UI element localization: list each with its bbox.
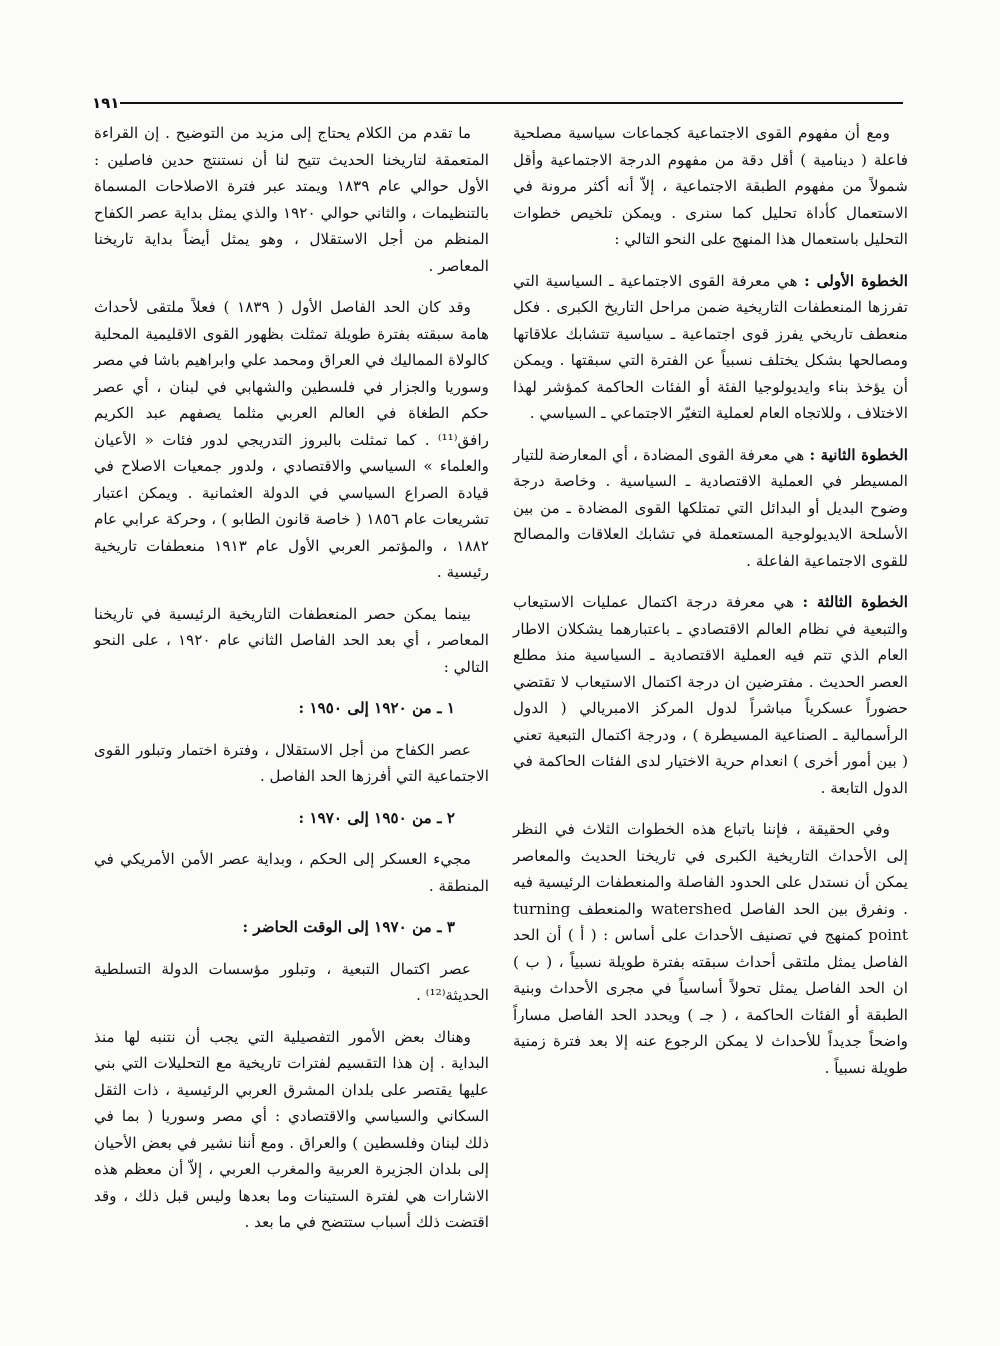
left-column [94,120,489,1251]
header-rule [120,102,903,104]
period-list [94,695,489,1009]
first-watershed-paragraph: وقد كان الحد الفاصل الأول ( ١٨٣٩ ) فعلاً ملتقى لأحداث هامة سبقته بفترة طويلة تمثلت بظهور القوى الاقليمية المحلية كالولاة المماليك في العراق ومحمد علي وابراهيم باشا في مصر وسوريا والجزار في فلسطين والشهابي في لبنان ، أي عصر حكم الطغاة في العالم العربي مثلما يصفهم عبد الكريم رافق⁽¹¹⁾ . كما تمثلت بالبروز التدريجي لدور فئات « الأعيان والعلماء » السياسي والاقتصادي ، ولدور جمعيات الاصلاح في قيادة الصراع السياسي في الدولة العثمانية . ويمكن اعتبار تشريعات عام ١٨٥٦ ( خاصة قانون الطابو ) ، وحركة عرابي عام ١٨٨٢ ، والمؤتمر العربي الأول عام ١٩١٣ منعطفات تاريخية رئيسية . [94,298,489,581]
watershed-paragraph: ما تقدم من الكلام يحتاج إلى مزيد من التوضيح . إن القراءة المتعمقة لتاريخنا الحديث تتيح لنا أن نستنتج حدين فاصلين : الأول حوالي عام ١٨٣٩ ويمتد عبر فترة الاصلاحات المسماة بالتنظيمات ، والثاني حوالي ١٩٢٠ والذي يمثل بداية عصر الكفاح المنظم من أجل الاستقلال ، وهو يمثل أيضاً بداية تاريخنا المعاصر . [94,124,489,275]
step-two-title: الخطوة الثانية : [809,445,908,464]
step-three-text: هي معرفة درجة اكتمال عمليات الاستيعاب والتبعية في نظام العالم الاقتصادي ـ باعتبارهما يشكلان الاطار العام الذي تتم فيه العملية الاقتصادية ـ السياسية منذ مطلع العصر الحديث . مفترضين ان درجة اكتمال الاستيعاب لا تقتضي حضوراً عسكرياً مباشراً لدول المركز الامبريالي ( الدول الرأسمالية ـ الصناعية المسيطرة ) ، ودرجة اكتمال التبعية تعني ( بين أمور أخرى ) انعدام حرية الاختيار لدى الفئات الحاكمة في الدول التابعة . [513,593,908,797]
period-description: مجيء العسكر إلى الحكم ، وبداية عصر الأمن الأمريكي في المنطقة . [94,850,489,895]
period-heading: ٢ ـ من ١٩٥٠ إلى ١٩٧٠ : [298,808,455,827]
step-three-title: الخطوة الثالثة : [802,593,908,611]
step-one-text: هي معرفة القوى الاجتماعية ـ السياسية التي تفرزها المنعطفات التاريخية ضمن مراحل التاريخ الكبرى . فكل منعطف تاريخي يفرز قوى اجتماعية ـ سياسية تتشابك علاقاتها ومصالحها بشكل يختلف نسبياً عن الفترة التي سبقتها . ويمكن أن يؤخذ بناء وايديولوجيا الفئة أو الفئات الحاكمة كمؤشر لهذا الاختلاف ، وللاتجاه العام لعملية التغيّر الاجتماعي ـ السياسي . [513,271,908,422]
step-one-paragraph [513,268,908,427]
step-two-paragraph [513,442,908,575]
scope-paragraph: وهناك بعض الأمور التفصيلية التي يجب أن نتنبه لها منذ البداية . إن هذا التقسيم لفترات تاريخية مع التحليلات التي بني عليها يقتصر على بلدان المشرق العربي الرئيسية ، ذات الثقل السكاني والسياسي والاقتصادي : أي مصر وسوريا ( بما في ذلك لبنان وفلسطين ) والعراق . ومع أننا نشير في بعض الأحيان إلى بلدان الجزيرة العربية والمغرب العربي ، إلاّ أن معظم هذه الاشارات هي لفترة الستينات وما بعدها وليس قبل ذلك ، وقد اقتضت ذلك أسباب ستتضح في ما بعد . [94,1027,489,1231]
period-heading: ٣ ـ من ١٩٧٠ إلى الوقت الحاضر : [242,918,455,936]
right-column [513,120,908,1096]
period-description: عصر الكفاح من أجل الاستقلال ، وفترة اختمار وتبلور القوى الاجتماعية التي أفرزها الحد الفاصل . [94,740,489,785]
period-description: عصر اكتمال التبعية ، وتبلور مؤسسات الدولة التسلطية الحديثة⁽¹²⁾ . [94,959,489,1004]
step-three-paragraph [513,589,908,801]
intro-paragraph: ومع أن مفهوم القوى الاجتماعية كجماعات سياسية مصلحية فاعلة ( دينامية ) أقل دقة من مفهوم الدرجة الاجتماعية وأقل شمولاً من مفهوم الطبقة الاجتماعية ، إلاّ أنه أكثر مرونة في الاستعمال كأداة تحليل كما سنرى . ويمكن تلخيص خطوات التحليل باستعمال هذا المنهج على النحو التالي : [513,124,908,248]
step-one-title: الخطوة الأولى : [804,271,908,290]
conclusion-paragraph: وفي الحقيقة ، فإننا باتباع هذه الخطوات الثلاث في النظر إلى الأحداث التاريخية الكبرى في تاريخنا الحديث والمعاصر يمكن أن نستدل على الحدود الفاصلة والمنعطفات الرئيسية فيه . ونفرق بين الحد الفاصل watershed والمنعطف turning point كمنهج في تصنيف الأحداث على أساس : ( أ ) أن الحد الفاصل يمثل ملتقى أحداث سبقته بفترة طويلة نسبياً ، ( ب ) ان الحد الفاصل يمثل تحولاً أساسياً في مجرى الأحداث وبنية الطبقة أو الفئات الحاكمة ، ( جـ ) ويحدد الحد الفاصل مساراً واضحاً جديداً للأحداث لا يمكن الرجوع عنه إلا بعد فترة زمنية طويلة نسبياً . [513,820,908,1077]
period-heading: ١ ـ من ١٩٢٠ إلى ١٩٥٠ : [298,699,455,717]
step-two-text: هي معرفة القوى المضادة ، أي المعارضة للتيار المسيطر في العملية الاقتصادية ـ السياسية . وخاصة درجة وضوح البديل أو البدائل التي تمتلكها القوى المضادة ـ من بين الأسلحة الايديولوجية المستعملة في تشابك العلاقات والمصالح للقوى الاجتماعية الفاعلة . [513,445,908,570]
page-number: ١٩١ [92,94,120,112]
turning-points-intro: بينما يمكن حصر المنعطفات التاريخية الرئيسية في تاريخنا المعاصر ، أي بعد الحد الفاصل الثاني عام ١٩٢٠ ، على النحو التالي : [94,604,489,676]
